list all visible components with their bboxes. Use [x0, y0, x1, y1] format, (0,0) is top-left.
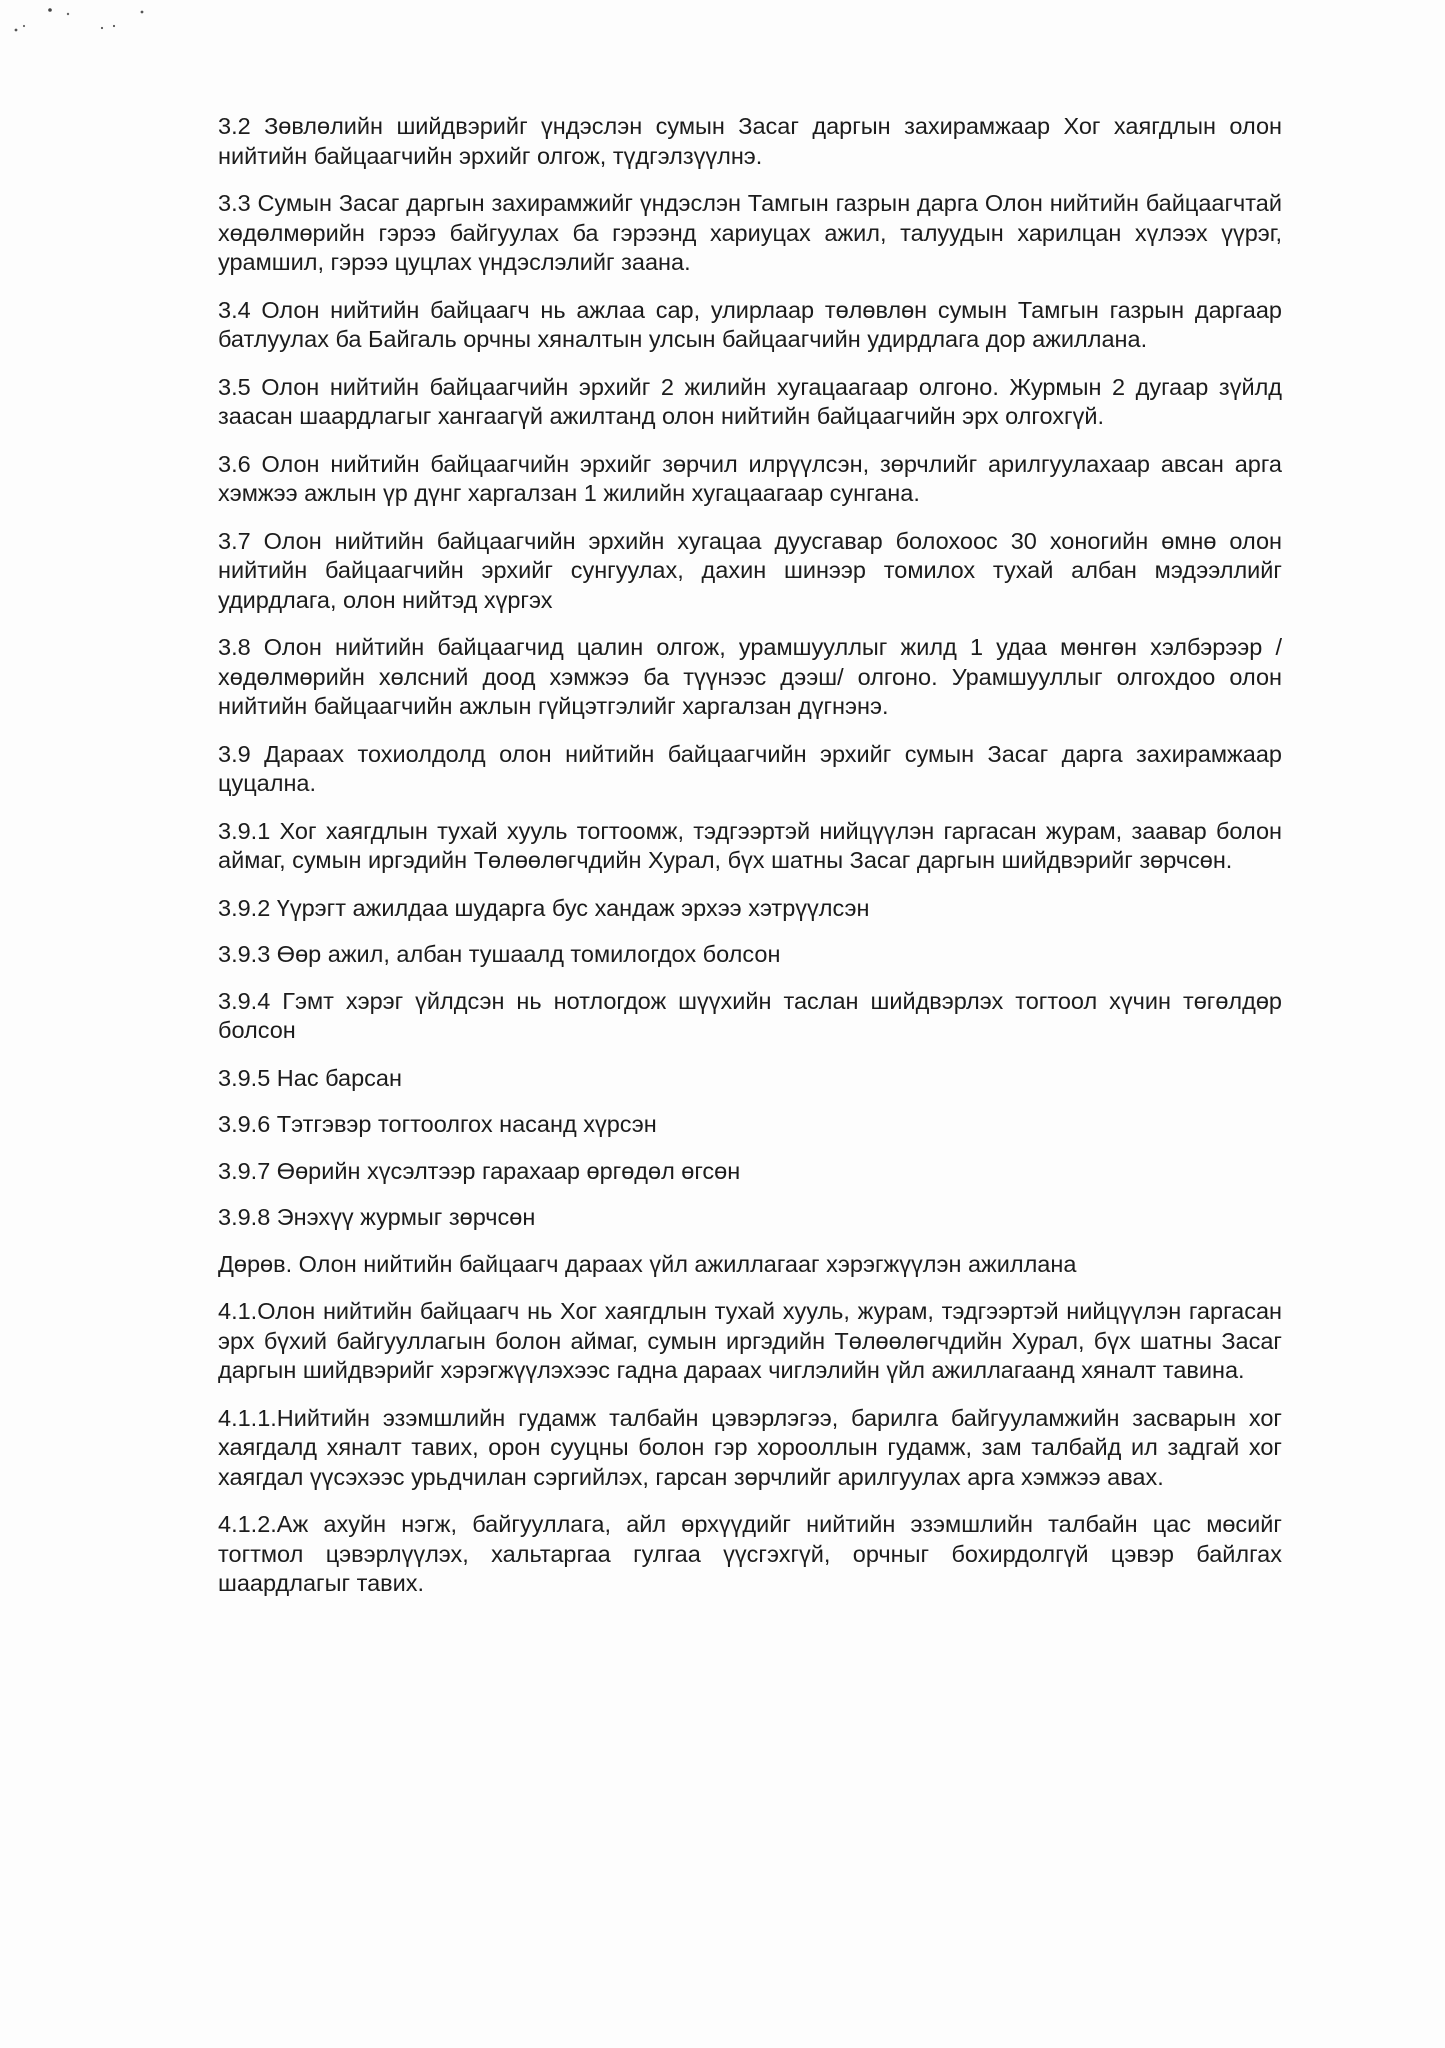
paragraph-3-6: 3.6 Олон нийтийн байцаагчийн эрхийг зөрчил илрүүлсэн, зөрчлийг арилгуулахаар авсан арга хэмжээ ажлын үр дүнг харгалзан 1 жилийн хугацаагаар сунгана. — [218, 450, 1282, 506]
scan-specks — [10, 6, 150, 36]
paragraph-4-1: 4.1.Олон нийтийн байцаагч нь Хог хаягдлын тухай хууль, журам, тэдгээртэй нийцүүлэн гаргасан эрх бүхий байгууллагын болон аймаг, сумын иргэдийн Төлөөлөгчдийн Хурал, бүх шатны Засаг даргын шийдвэрийг хэрэгжүүлэхээс гадна дараах чиглэлийн үйл ажиллагаанд хяналт тавина. — [218, 1298, 1282, 1383]
paragraph-3-4: 3.4 Олон нийтийн байцаагч нь ажлаа сар, улирлаар төлөвлөн сумын Тамгын газрын даргаар батлуулах ба Байгаль орчны хяналтын улсын байцаагчийн удирдлага дор ажиллана. — [218, 296, 1282, 352]
document-body — [218, 112, 1282, 1617]
paragraph-3-9-6: 3.9.6 Тэтгэвэр тогтоолгох насанд хүрсэн — [218, 1111, 657, 1137]
paragraph-3-9-7: 3.9.7 Өөрийн хүсэлтээр гарахаар өргөдөл өгсөн — [218, 1157, 741, 1184]
paragraph-4-1-1: 4.1.1.Нийтийн эзэмшлийн гудамж талбайн цэвэрлэгээ, барилга байгууламжийн засварын хог хаягдалд хяналт тавих, орон сууцны болон гэр хорооллын гудамж, зам талбайд ил задгай хог хаягдал үүсэхээс урьдчилан сэргийлэх, гарсан зөрчлийг арилгуулах арга хэмжээ авах. — [218, 1404, 1282, 1490]
paragraph-3-7: 3.7 Олон нийтийн байцаагчийн эрхийн хугацаа дуусгавар болохоос 30 хоногийн өмнө олон нийтийн байцаагчийн эрхийг сунгуулах, дахин шинээр томилох тухай албан мэдээллийг удирдлага, олон нийтэд хүргэх — [218, 527, 1282, 613]
paragraph-3-9-8: 3.9.8 Энэхүү журмыг зөрчсөн — [218, 1204, 536, 1230]
section-4-heading: Дөрөв. Олон нийтийн байцаагч дараах үйл ажиллагааг хэрэгжүүлэн ажиллана — [218, 1250, 1077, 1277]
paragraph-3-9-2: 3.9.2 Үүрэгт ажилдаа шударга бус хандаж эрхээ хэтрүүлсэн — [218, 894, 870, 921]
paragraph-4-1-2: 4.1.2.Аж ахуйн нэгж, байгууллага, айл өрхүүдийг нийтийн эзэмшлийн талбайн цас мөсийг тогтмол цэвэрлүүлэх, хальтаргаа гулгаа үүсгэхгүй, орчныг бохирдолгүй цэвэр байлгах шаардлагыг тавих. — [218, 1511, 1282, 1596]
paragraph-3-9-3: 3.9.3 Өөр ажил, албан тушаалд томилогдох болсон — [218, 941, 781, 967]
paragraph-3-3: 3.3 Сумын Засаг даргын захирамжийг үндэслэн Тамгын газрын дарга Олон нийтийн байцаагчтай хөдөлмөрийн гэрээ байгуулах ба гэрээнд хариуцах ажил, талуудын харилцан хүлээх үүрэг, урамшил, гэрээ цуцлах үндэслэлийг заана. — [218, 190, 1282, 275]
paragraph-3-9: 3.9 Дараах тохиолдолд олон нийтийн байцаагчийн эрхийг сумын Засаг дарга захирамжаар цуцална. — [218, 740, 1282, 796]
paragraph-3-5: 3.5 Олон нийтийн байцаагчийн эрхийг 2 жилийн хугацаагаар олгоно. Журмын 2 дугаар зүйлд заасан шаардлагыг хангаагүй ажилтанд олон нийтийн байцаагчийн эрх олгохгүй. — [218, 373, 1282, 429]
paragraph-3-9-4: 3.9.4 Гэмт хэрэг үйлдсэн нь нотлогдож шүүхийн таслан шийдвэрлэх тогтоол хүчин төгөлдөр болсон — [218, 987, 1282, 1043]
paragraph-3-9-1: 3.9.1 Хог хаягдлын тухай хууль тогтоомж, тэдгээртэй нийцүүлэн гаргасан журам, заавар болон аймаг, сумын иргэдийн Төлөөлөгчдийн Хурал, бүх шатны Засаг даргын шийдвэрийг зөрчсөн. — [218, 817, 1282, 873]
paragraph-3-9-5: 3.9.5 Нас барсан — [218, 1064, 402, 1091]
paragraph-3-8: 3.8 Олон нийтийн байцаагчид цалин олгож, урамшууллыг жилд 1 удаа мөнгөн хэлбэрээр /хөдөлмөрийн хөлсний доод хэмжээ ба түүнээс дээш/ олгоно. Урамшууллыг олгохдоо олон нийтийн байцаагчийн ажлын гүйцэтгэлийг харгалзан дүгнэнэ. — [218, 634, 1282, 719]
paragraph-3-2: 3.2 Зөвлөлийн шийдвэрийг үндэслэн сумын Засаг даргын захирамжаар Хог хаягдлын олон нийтийн байцаагчийн эрхийг олгож, түдгэлзүүлнэ. — [218, 113, 1282, 169]
